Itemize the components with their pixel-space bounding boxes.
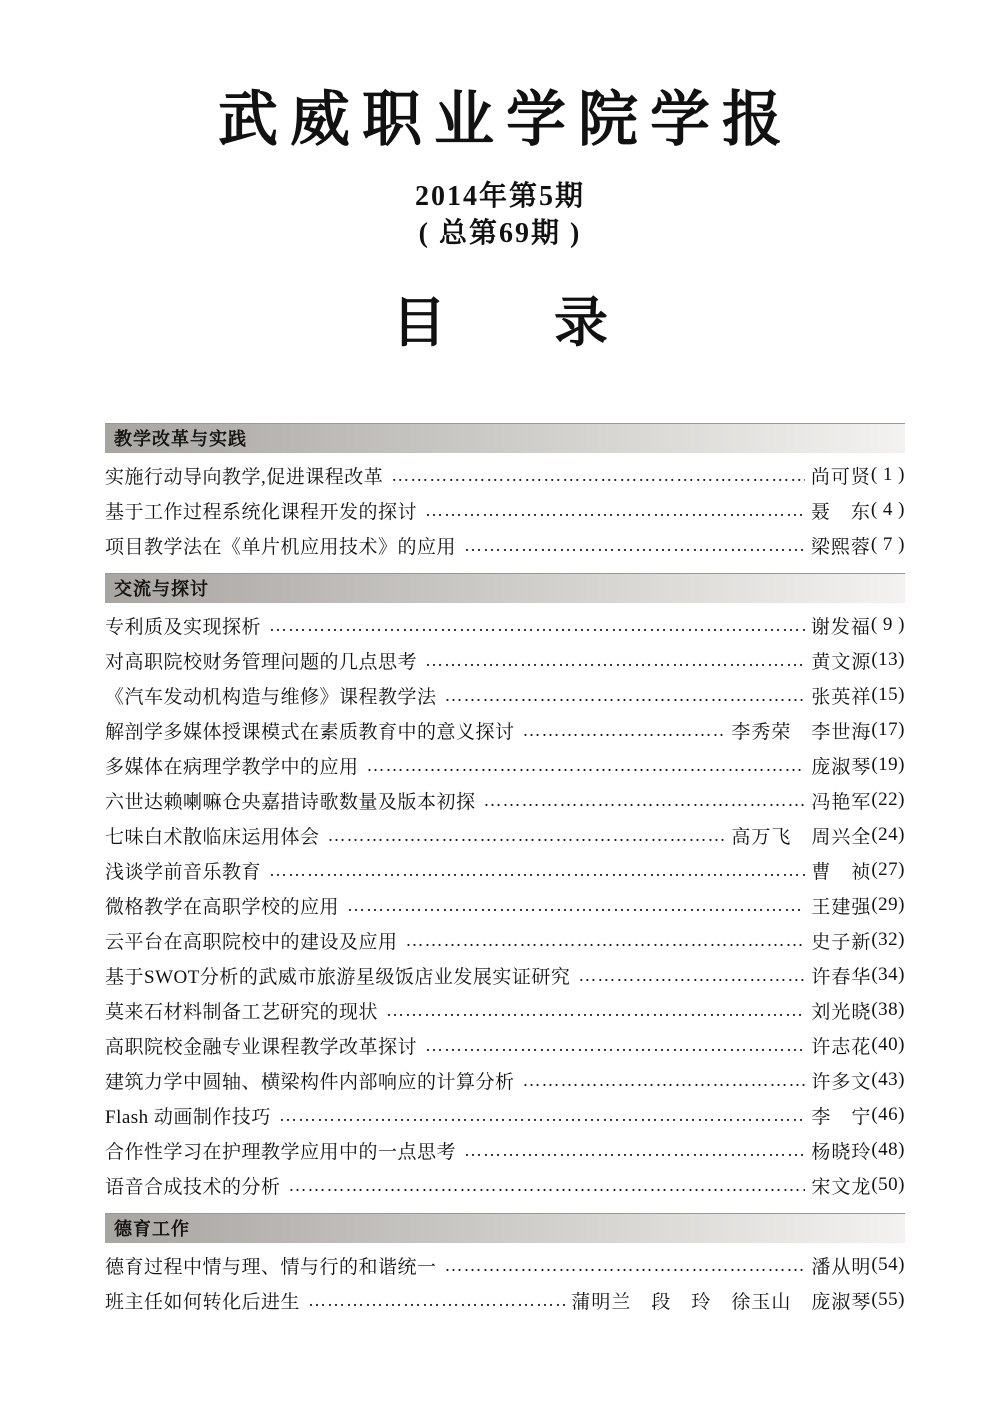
toc-entry: [105, 458, 905, 493]
toc-entry: [105, 1098, 905, 1133]
entry-title: 基于SWOT分析的武威市旅游星级饭店业发展实证研究: [105, 966, 571, 988]
toc-entry: [105, 1133, 905, 1168]
toc-entry: [105, 783, 905, 818]
section-header: [105, 1213, 905, 1243]
dot-leader: [464, 1140, 805, 1161]
entry-title: 班主任如何转化后进生: [105, 1291, 301, 1313]
section-header: [105, 423, 905, 453]
entry-page-number: (40): [871, 1034, 905, 1056]
entry-title: 德育过程中情与理、情与行的和谐统一: [105, 1256, 437, 1278]
section-entry-list: [105, 458, 905, 563]
entry-page-number: (34): [871, 964, 905, 986]
entry-authors: 聂 东: [810, 501, 871, 523]
entry-authors: 谢发福: [810, 616, 871, 638]
section-label: 德育工作: [114, 1219, 190, 1240]
dot-leader: [425, 1035, 805, 1056]
toc-entry: [105, 818, 905, 853]
dot-leader: [269, 860, 805, 881]
dot-leader: [308, 1290, 565, 1311]
entry-page-number: (27): [871, 859, 905, 881]
section-entry-list: [105, 608, 905, 1203]
entry-authors: 杨晓玲: [811, 1141, 872, 1163]
dot-leader: [386, 1000, 805, 1021]
dot-leader: [484, 790, 806, 811]
entry-authors: 黄文源: [811, 651, 872, 673]
toc-entry: [105, 1168, 905, 1203]
entry-authors: 李秀荣 李世海: [731, 721, 872, 743]
toc-entry: [105, 643, 905, 678]
dot-leader: [328, 825, 726, 846]
journal-title: 武威职业学院学报: [218, 87, 794, 153]
dot-leader: [391, 465, 805, 486]
dot-leader: [289, 1175, 806, 1196]
dot-leader: [269, 615, 805, 636]
entry-page-number: (17): [871, 719, 905, 741]
dot-leader: [347, 895, 805, 916]
toc-content: [105, 423, 905, 1318]
overall-issue-number: ( 总第69期 ): [418, 218, 582, 250]
entry-page-number: (50): [871, 1174, 905, 1196]
page-header: [0, 0, 1000, 354]
toc-entry: [105, 888, 905, 923]
entry-authors: 史子新: [811, 931, 872, 953]
entry-authors: 王建强: [811, 896, 872, 918]
entry-authors: 宋文龙: [811, 1176, 872, 1198]
toc-entry: [105, 923, 905, 958]
section-label: 交流与探讨: [114, 579, 209, 600]
entry-title: 七味白术散临床运用体会: [105, 826, 320, 848]
toc-entry: [105, 1063, 905, 1098]
entry-title: 实施行动导向教学,促进课程改革: [105, 466, 384, 488]
toc-entry: [105, 1028, 905, 1063]
entry-page-number: (38): [871, 999, 905, 1021]
entry-page-number: (46): [871, 1104, 905, 1126]
entry-page-number: (15): [871, 684, 905, 706]
entry-page-number: ( 9 ): [870, 614, 905, 636]
entry-page-number: (19): [871, 754, 905, 776]
entry-title: 合作性学习在护理教学应用中的一点思考: [105, 1141, 457, 1163]
entry-title: 微格教学在高职学校的应用: [105, 896, 340, 918]
entry-title: 多媒体在病理学教学中的应用: [105, 756, 359, 778]
dot-leader: [406, 930, 806, 951]
entry-title: Flash 动画制作技巧: [105, 1106, 271, 1128]
entry-page-number: (48): [871, 1139, 905, 1161]
entry-page-number: (13): [871, 649, 905, 671]
dot-leader: [523, 720, 726, 741]
dot-leader: [578, 965, 805, 986]
toc-entry: [105, 713, 905, 748]
entry-page-number: (54): [871, 1254, 905, 1276]
toc-entry: [105, 1248, 905, 1283]
entry-title: 建筑力学中圆轴、横梁构件内部响应的计算分析: [105, 1071, 515, 1093]
entry-title: 专利质及实现探析: [105, 616, 262, 638]
entry-title: 项目教学法在《单片机应用技术》的应用: [105, 536, 457, 558]
toc-entry: [105, 748, 905, 783]
section-entry-list: [105, 1248, 905, 1318]
dot-leader: [425, 500, 805, 521]
entry-page-number: (22): [871, 789, 905, 811]
entry-authors: 潘从明: [811, 1256, 872, 1278]
toc-entry: [105, 608, 905, 643]
entry-title: 《汽车发动机构造与维修》课程教学法: [105, 686, 437, 708]
entry-authors: 张英祥: [811, 686, 872, 708]
entry-authors: 高万飞 周兴全: [731, 826, 872, 848]
entry-authors: 刘光晓: [811, 1001, 872, 1023]
entry-authors: 庞淑琴: [811, 756, 872, 778]
entry-authors: 尚可贤: [810, 466, 871, 488]
dot-leader: [445, 1255, 806, 1276]
entry-title: 基于工作过程系统化课程开发的探讨: [105, 501, 418, 523]
entry-title: 对高职院校财务管理问题的几点思考: [105, 651, 418, 673]
entry-title: 解剖学多媒体授课模式在素质教育中的意义探讨: [105, 721, 515, 743]
entry-title: 浅谈学前音乐教育: [105, 861, 262, 883]
entry-authors: 许春华: [811, 966, 872, 988]
entry-page-number: (24): [871, 824, 905, 846]
entry-authors: 许多文: [811, 1071, 872, 1093]
toc-entry: [105, 958, 905, 993]
toc-entry: [105, 678, 905, 713]
dot-leader: [279, 1105, 805, 1126]
dot-leader: [367, 755, 806, 776]
entry-page-number: (32): [871, 929, 905, 951]
dot-leader: [464, 535, 805, 556]
entry-authors: 李 宁: [811, 1106, 872, 1128]
toc-entry: [105, 853, 905, 888]
toc-heading: 目 录: [392, 293, 608, 354]
toc-entry: [105, 528, 905, 563]
dot-leader: [523, 1070, 806, 1091]
entry-title: 高职院校金融专业课程教学改革探讨: [105, 1036, 418, 1058]
entry-page-number: (43): [871, 1069, 905, 1091]
dot-leader: [425, 650, 805, 671]
toc-entry: [105, 993, 905, 1028]
toc-entry: [105, 493, 905, 528]
entry-page-number: ( 1 ): [870, 464, 905, 486]
entry-authors: 梁熙蓉: [810, 536, 871, 558]
entry-title: 语音合成技术的分析: [105, 1176, 281, 1198]
section-header: [105, 573, 905, 603]
entry-authors: 许志花: [811, 1036, 872, 1058]
entry-page-number: (29): [871, 894, 905, 916]
entry-page-number: (55): [871, 1289, 905, 1311]
toc-entry: [105, 1283, 905, 1318]
section-label: 教学改革与实践: [114, 429, 247, 450]
entry-authors: 蒲明兰 段 玲 徐玉山 庞淑琴: [571, 1291, 872, 1313]
entry-title: 云平台在高职院校中的建设及应用: [105, 931, 398, 953]
issue-number: 2014年第5期: [414, 181, 585, 212]
entry-authors: 冯艳军: [811, 791, 872, 813]
entry-authors: 曹 祯: [811, 861, 872, 883]
entry-page-number: ( 4 ): [870, 499, 905, 521]
entry-page-number: ( 7 ): [870, 534, 905, 556]
dot-leader: [445, 685, 806, 706]
entry-title: 莫来石材料制备工艺研究的现状: [105, 1001, 379, 1023]
entry-title: 六世达赖喇嘛仓央嘉措诗歌数量及版本初探: [105, 791, 476, 813]
